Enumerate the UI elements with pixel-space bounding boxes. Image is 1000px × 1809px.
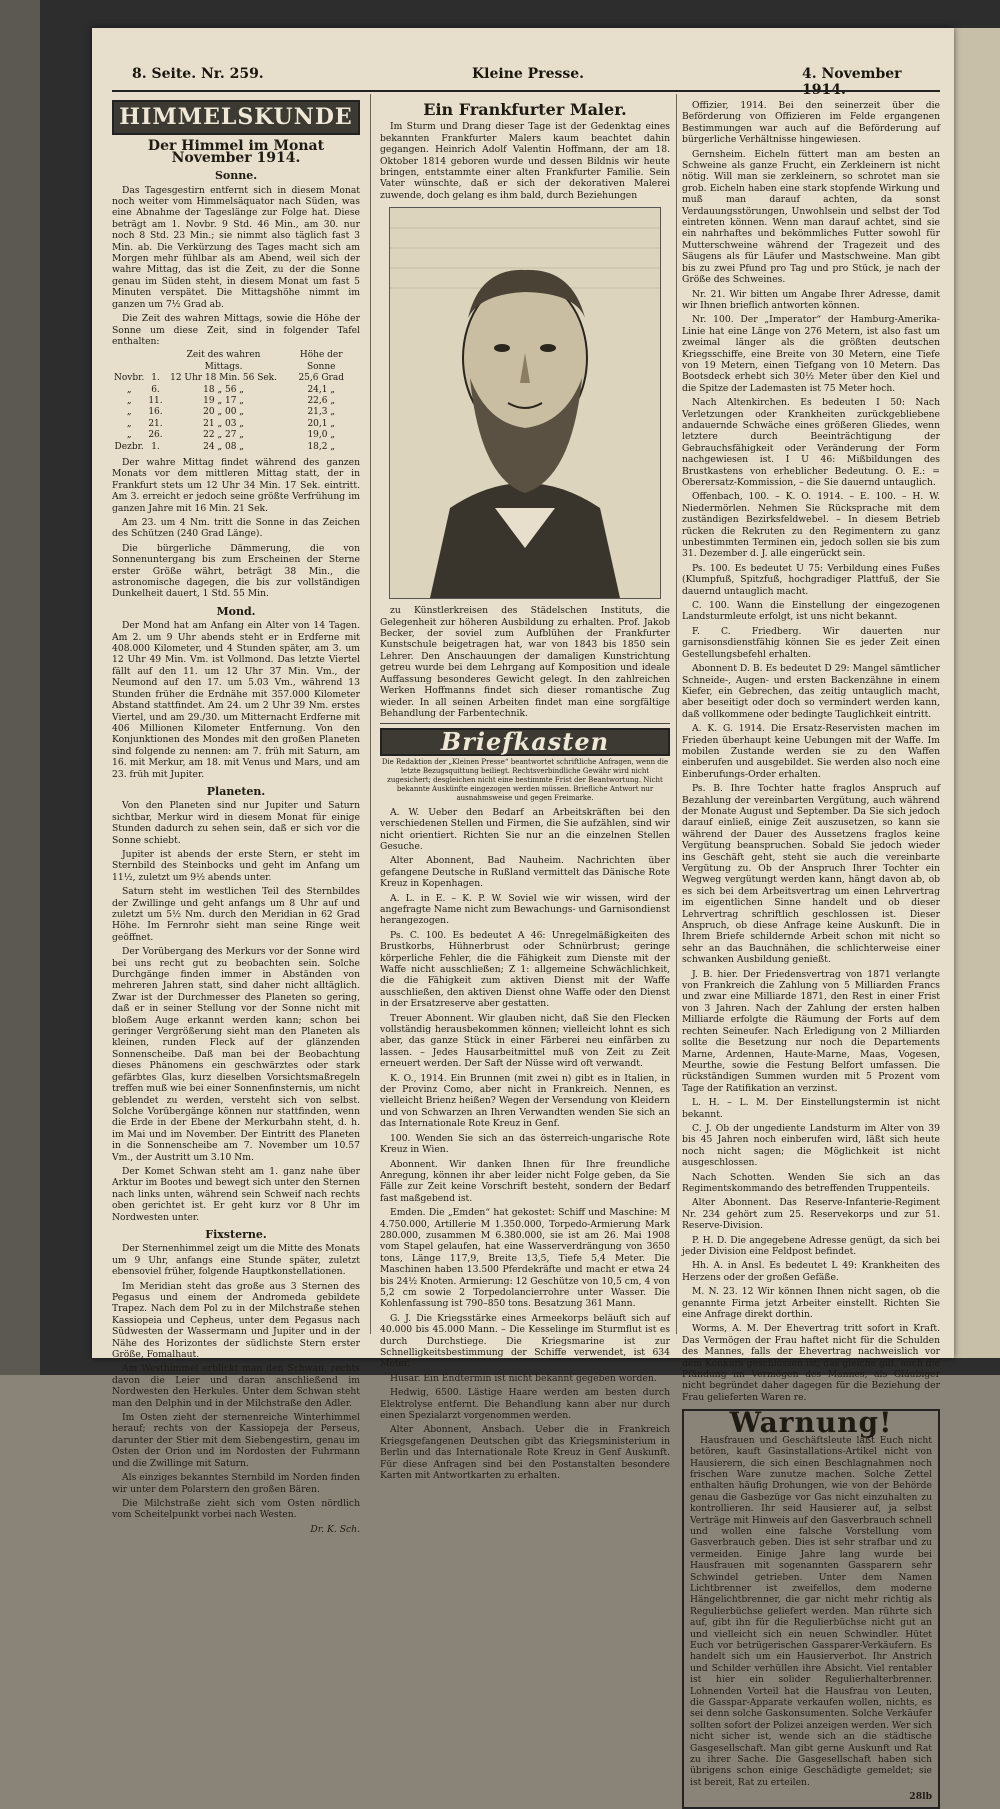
portrait-drawing xyxy=(390,208,660,598)
letter-answer: Abonnent D. B. Es bedeutet D 29: Mangel sämtlicher Schneide-, Augen- und ersten Backenzähne in einem Kiefer, ein Gebrechen, das zeitig untauglich macht, aber beseitigt oder doch so vermindert werden kann, daß vollkommene oder bedingte Tauglichkeit eintritt. xyxy=(682,663,940,720)
table-row: „ 26. 22 „ 27 „ 19,0 „ xyxy=(126,430,335,441)
newspaper-page xyxy=(92,28,954,1803)
letter-answer: Abonnent. Wir danken Ihnen für Ihre freundliche Anregung, können ihr aber leider nicht Folge geben, da Sie Fälle zur Zeit keine Vorschrift besteht, sondern der Bedarf fast maßgebend ist. xyxy=(380,1158,670,1204)
page-number: 8. Seite. Nr. 259. xyxy=(132,66,264,82)
letter-answer: Nach Schotten. Wenden Sie sich an das Regimentskommando des betreffenden Truppenteils. xyxy=(682,1171,940,1194)
letter-answer: Ps. 100. Es bedeutet U 75: Verbildung eines Fußes (Klumpfuß, Spitzfuß, hochgradiger Plattfuß, der Sie dauernd untauglich macht. xyxy=(682,562,940,597)
letter-answer: K. O., 1914. Ein Brunnen (mit zwei n) gibt es in Italien, in der Provinz Como, aber nicht in Frankreich. Nennen, es vielleicht Brienz heißen? Wegen der Versendung von Kleidern und von Schwarzen an Ihren Verwandten wenden Sie sich an das Internationale Rote Kreuz in Genf. xyxy=(380,1072,670,1130)
letter-answer: Ps. B. Ihre Tochter hatte fraglos Anspruch auf Bezahlung der vereinbarten Vergütung, auch während der Monate August und September. Da Sie sich jedoch darauf einließ, einige Zeit auszusetzen, so kann sie während der Dauer des Aussetzens fraglos keine Vergütung beanspruchen. Sobald Sie jedoch wieder ins Geschäft geht, steht sie auch die vereinbarte Vergütung zu. Ob der Anspruch Ihrer Tochter ein Wegweg vergütungt werden kann, hängt davon ab, ob es sich bei dem Arbeitsvertrag um einen Lehrvertrag im eigentlichen Sinne handelt und ob dieser Lehrvertrag schriftlich geschlossen ist. Dieser Anspruch, ob diese Anfrage keine Auskunft. Die in Ihrem Briefe schildernde Arbeit schon mit nicht so sehr an das Bauchnähen, die schlichterweise einer schwanken Ausbildung genießt. xyxy=(682,783,940,966)
letter-answer: Offenbach, 100. – K. O. 1914. – E. 100. – H. W. Niedermörlen. Nehmen Sie Rücksprache mit dem zuständigen Bezirksfeldwebel. – In diesem Betrieb rücken die Rekruten zu den Regimentern zu ganz unbestimmten Terminen ein, jedoch sollen sie bis zum 31. Dezember d. J. alle eingerückt sein. xyxy=(682,491,940,560)
section-planets: Planeten. xyxy=(206,784,266,798)
letter-answer: M. N. 23. 12 Wir können Ihnen nicht sagen, ob die genannte Firma jetzt Arbeiter einstellt. Richten Sie eine Anfrage direkt dorthin. xyxy=(682,1286,940,1321)
moon-paragraph: Der Mond hat am Anfang ein Alter von 14 Tagen. Am 2. um 9 Uhr abends steht er in Erdferne mit 408.000 Kilometer, und 4 Stunden später, am 3. um 12 Uhr 49 Min. Vm. ist Vollmond. Das letzte Viertel fällt auf den 11. um 12 Uhr 37 Min. Vm., der Neumond auf den 17. um 5.03 Vm., während 13 Stunden früher die Erdnähe mit 357.000 Kilometer Abstand stattfindet. Am 24. um 2 Uhr 39 Nm. erstes Viertel, und am 29./30. um Mitternacht Erdferne mit 406 Millionen Kilometer Entfernung. Von den Konjunktionen des Mondes mit den großen Planeten sind folgende zu nennen: am 7. früh mit Saturn, am 16. mit Merkur, am 18. mit Venus und Mars, und am 23. früh mit Jupiter. xyxy=(112,620,360,780)
warning-text: Hausfrauen und Geschäftsleute laßt Euch nicht betören, kauft Gasinstallations-Artikel nicht von Hausierern, die sich einen Beschlagnahmen noch frischen Ware zunutze machen. Solche Zettel enthalten häufig Drohungen, wie von der Behörde genau die Gasbezüge vor Gas nicht einzuhalten zu kontrollieren. Ihr seid Hausierer auf, ja selbst Verträge mit Hinweis auf den Gasverbrauch schnell und wollen eine falsche Vorstellung vom Gasverbrauch geben. Dies ist sehr strafbar und zu vermeiden. Einige Jahre lang wurde bei Hausfrauen mit sogenannten Gassparern sehr Schwindel getrieben. Unter dem Namen Lichtbrenner ist zweifellos, dem moderne Hängelichtbrenner, die gar nicht mehr richtig als Regulierbüchse geliefert werden. Man rührte sich auf, gibt ihn für die Regulierbüchse nicht gut an und vielleicht sich ein neuen Schwindler. Hütet Euch vor betrügerischen Gassparer-Verkäufern. Es handelt sich um ein Hausierverbot. Ihr Anstrich und Schilder verhüllen ihre Absicht. Viel rentabler ist hier ein solider Regulierhalterbrenner. Lohnenden Vorteil hat die Hausfrau von Leuten, die Gasspar-Apparate verkaufen wollen, nichts, es sei denn solche Gaskonsumenten. Solche Verkäufer sollten sofort der Polizei anzeigen werden. Wer sich nicht sicher ist, wende sich an die städtische Gasgesellschaft. Man gibt gerne Auskunft und Rat zu ihrer Sache. Die Gasgesellschaft haben sich übrigens schon einige Geschädigte gemeldet; sie ist bereit, Rat zu erteilen. xyxy=(690,1434,932,1788)
letter-answer: P. H. D. Die angegebene Adresse genügt, da sich bei jeder Division eine Feldpost befindet. xyxy=(682,1234,940,1257)
letter-answer: Nr. 100. Der „Imperator“ der Hamburg-Amerika-Linie hat eine Länge von 276 Metern, ist also fast um zweimal länger als die größten deutschen Kriegsschiffe, eine Breite von 30 Metern, eine Tiefe von 19 Metern, einen Tiefgang von 10 Metern. Das Bootsdeck erhebt sich 30½ Meter über den Kiel und die Spitze der Lademasten ist 75 Meter hoch. xyxy=(682,314,940,394)
letter-answer: Treuer Abonnent. Wir glauben nicht, daß Sie den Flecken vollständig herausbekommen können; vielleicht lohnt es sich aber, das ganze Stück in einer Färberei neu einfärben zu lassen. – Jedes Hausarbeitmittel muß von Zeit zu Zeit erneuert werden. Der Saft der Nüsse wird oft verwandt. xyxy=(380,1012,670,1070)
stars-paragraph: Im Osten zieht der sternenreiche Winterhimmel herauf; rechts von der Kassiopeja der Perseus, darunter der Stier mit dem Siebengestirn, genau im Osten der Orion und im Nordosten der Fuhrmann und die Zwillinge mit Saturn. xyxy=(112,1412,360,1469)
separator xyxy=(380,723,670,724)
letter-answer: Alter Abonnent, Bad Nauheim. Nachrichten über gefangene Deutsche in Rußland vermittelt das Dänische Rote Kreuz in Kopenhagen. xyxy=(380,855,670,890)
letter-answer: Nr. 21. Wir bitten um Angabe Ihrer Adresse, damit wir Ihnen brieflich antworten können. xyxy=(682,288,940,311)
ad-code: 28lb xyxy=(909,1791,932,1803)
letter-answer: Worms, A. M. Der Ehevertrag tritt sofort in Kraft. Das Vermögen der Frau haftet nicht für die Schulden des Mannes, falls der Ehevertrag nachweislich vor dem Konkurs geschlossen ist; das gleiche gilt, auch die Pfändung im Vermögen des Mannes, als Gläubiger nicht begründet daher dagegen für die Beziehung der Frau gelieferten Waren re. xyxy=(682,1323,940,1403)
letter-answer: Husar. Ein Endtermin ist nicht bekannt gegeben worden. xyxy=(390,1372,657,1384)
letter-answer: Gernsheim. Eicheln füttert man am besten an Schweine als ganze Frucht, ein Zerkleinern ist nicht nötig. Will man sie zerkleinern, so schrotet man sie grob. Eicheln haben eine stark stopfende Wirkung und muß man darauf achten, da sonst Verdauungsstörungen, Unwohlsein und selbst der Tod eintreten können. Wenn man darauf achtet, sind sie ein nahrhaftes und bekömmliches Futter sowohl für Mutterschweine während der Tragezeit und des Säugens als für Läufer und Mastschweine. Man gibt bis zu zwei Pfund pro Tag und pro Stück, je nach der Größe des Schweines. xyxy=(682,148,940,286)
painter-body: zu Künstlerkreisen des Städelschen Instituts, die Gelegenheit zur höheren Ausbildung zu erhalten. Prof. Jakob Becker, der soviel zum Aufblühen der Frankfurter Kunstschule beigetragen hat, war von 1843 bis 1850 sein Lehrer. Den Anschauungen der damaligen Kunstrichtung getreu wurde bei dem Lehrgang auf Komposition und ideale Auffassung besonderes Gewicht gelegt. In den zahlreichen Werken Hoffmanns findet sich dieser romantische Zug wieder. In all seinen Arbeiten findet man eine sorgfältige Behandlung der Farbentechnik. xyxy=(380,605,670,719)
column-rule-2 xyxy=(676,94,677,1334)
section-stars: Fixsterne. xyxy=(205,1227,267,1241)
header-rule xyxy=(112,90,940,92)
letter-answer: Nach Altenkirchen. Es bedeuten I 50: Nach Verletzungen oder Krankheiten zurückgebliebene andauernde Schwäche eines größeren Gliedes, wenn letztere durch Beeinträchtigung der Gebrauchsfähigkeit oder Veränderung der Form nachgewiesen ist. I U 46: Mißbildungen des Brustkastens von erheblicher Bedeutung. O. E.: = Oberersatz-Kommission, – die Sie dauernd untauglich. xyxy=(682,397,940,488)
page-stack-edge xyxy=(954,28,1000,1358)
letter-answer: Emden. Die „Emden“ hat gekostet: Schiff und Maschine: M 4.750.000, Artillerie M 1.350.000, Torpedo-Armierung Mark 280.000, zusammen M 6.380.000, sie ist am 26. Mai 1908 vom Stapel gelaufen, hat eine Wasserverdrängung von 3650 tons, Länge 117,9, Breite 13,5, Tiefe 5,4 Meter. Die Maschinen haben 13.500 Pferdekräfte und macht er etwa 24 bis 24½ Knoten. Armierung: 12 Geschütze von 10,5 cm, 4 von 5,2 cm sowie 2 Torpedolancierrohre unter Wasser. Die Kohlenfassung ist 790–850 tons. Besatzung 361 Mann. xyxy=(380,1207,670,1310)
paper-name: Kleine Presse. xyxy=(472,66,585,82)
stars-paragraph: Im Meridian steht das große aus 3 Sternen des Pegasus und einem der Andromeda gebildete Trapez. Nach dem Pol zu in der Milchstraße stehen Kassiopeia und Cepheus, unter dem Pegasus nach Südwesten der Wassermann und Jupiter und in der Nähe des Horizontes der südlichste Stern erster Größe, Fomalhaut. xyxy=(112,1280,360,1361)
table-row: „ 21. 21 „ 03 „ 20,1 „ xyxy=(126,418,335,429)
letter-answer: Ps. C. 100. Es bedeutet A 46: Unregelmäßigkeiten des Brustkorbs, Hühnerbrust oder Schnürbrust; geringe körperliche Fehler, die die Fähigkeit zum Dienste mit der Waffe nicht ausschließen; Z 1: allgemeine Schwächlichkeit, die die Fähigkeit zum aktiven Dienst mit der Waffe ausschließen, den aktiven Dienst ohne Waffe oder den Dienst in der Ersatzreserve aber gestatten. xyxy=(380,929,670,1010)
column-letters-warning xyxy=(682,100,940,1803)
column-rule-1 xyxy=(370,94,371,1334)
letter-answer: Hedwig, 6500. Lästige Haare werden am besten durch Elektrolyse entfernt. Die Behandlung kann aber nur durch einen Spezialarzt vorgenommen werden. xyxy=(380,1387,670,1422)
planets-paragraph: Saturn steht im westlichen Teil des Sternbildes der Zwillinge und geht anfangs um 8 Uhr auf und zuletzt um 5½ Nm. durch den Meridian in 62 Grad Höhe. Im Fernrohr sieht man seine Ringe weit geöffnet. xyxy=(112,886,360,943)
painter-intro: Im Sturm und Drang dieser Tage ist der Gedenktag eines bekannten Frankfurter Malers kaum beachtet dahin gegangen. Heinrich Adolf Valentin Hoffmann, der am 18. Oktober 1814 geboren wurde und dessen Bildnis wir heute bringen, entstammte einer alten Frankfurter Familie. Sein Vater wünschte, daß er sich der dekorativen Malerei zuwende, doch gelang es ihm bald, durch Beziehungen xyxy=(380,121,670,201)
column-painter-letters xyxy=(380,100,671,1482)
stars-paragraph: Der Sternenhimmel zeigt um die Mitte des Monats um 9 Uhr, anfangs eine Stunde später, zuletzt ebensoviel früher, folgende Hauptkonstellationen. xyxy=(112,1243,360,1278)
table-row: Novbr. 1. 12 Uhr 18 Min. 56 Sek. 25,6 Grad xyxy=(114,373,344,384)
section-sun: Sonne. xyxy=(214,169,258,183)
issue-date: 4. November 1914. xyxy=(802,66,902,98)
letter-answer: A. W. Ueber den Bedarf an Arbeitskräften bei den verschiedenen Stellen und Firmen, die Sie aufzählen, sind wir nicht orientiert. Richten Sie nur an die einzelnen Stellen Gesuche. xyxy=(380,806,671,852)
letter-answer: 100. Wenden Sie sich an das österreich-ungarische Rote Kreuz in Wien. xyxy=(380,1132,670,1156)
stars-paragraph: Als einziges bekanntes Sternbild im Norden finden wir unter dem Polarstern den großen Bären. xyxy=(112,1472,360,1495)
letter-answer: C. J. Ob der ungediente Landsturm im Alter von 39 bis 45 Jahren noch einberufen wird, läßt sich heute noch nicht sagen; die Möglichkeit ist nicht ausgeschlossen. xyxy=(682,1122,940,1169)
author-signature: Dr. K. Sch. xyxy=(310,1523,360,1535)
letter-answer: Alter Abonnent, Ansbach. Ueber die in Frankreich Kriegsgefangenen Deutschen gibt das Kriegsministerium in Berlin und das Internationale Rote Kreuz in Genf Auskunft. Für diese Anfragen sind bei den Postanstalten besondere Karten mit Antwortkarten zu erhalten. xyxy=(380,1424,670,1482)
scanner-edge-left xyxy=(0,0,40,1375)
portrait-engraving xyxy=(389,207,661,599)
table-header: Zeit des wahren Mittags. xyxy=(186,350,261,372)
stars-paragraph: Am Westhimmel erblickt man den Schwan, rechts davon die Leier und daran anschließend im Nordwesten den Herkules. Unter dem Schwan steht man den Delphin und in der Milchstraße den Adler. xyxy=(112,1363,360,1409)
briefkasten-note: Die Redaktion der „Kleinen Presse“ beantwortet schriftliche Anfragen, wenn die letzte Bezugsquittung beiliegt. Rechtsverbindliche Gewähr wird nicht zugesichert; desgleichen nicht eine bestimmte Frist der Beantwortung. Nicht bekannte Auskünfte eingezogen werden müssen. Briefliche Antwort nur ausnahmsweise und gegen Freimarke. xyxy=(381,757,669,802)
sun-paragraph: Die Zeit des wahren Mittags, sowie die Höhe der Sonne um diese Zeit, sind in folgender Tafel enthalten: xyxy=(112,313,360,347)
warning-advertisement xyxy=(682,1406,940,1808)
running-header xyxy=(112,66,940,98)
letter-answer: G. J. Die Kriegsstärke eines Armeekorps beläuft sich auf 40.000 bis 45.000 Mann. – Die Kesselinge im Sturmflut ist es durch Durchstiege. Die Kriegsmarine ist zur Schnelligkeitsbestimmung der Schiffe verwendet, ist 634 Meter. xyxy=(380,1312,670,1370)
letter-answer: A. K. G. 1914. Die Ersatz-Reservisten machen im Frieden überhaupt keine Uebungen mit der Waffe. Im mobilen Zustande werden sie zu den Waffen einberufen und ausgebildet. Sie werden also noch eine Einberufungs-Order erhalten. xyxy=(682,723,940,780)
letter-answer: Alter Abonnent. Das Reserve-Infanterie-Regiment Nr. 234 gehört zum 25. Reservekorps und zur 51. Reserve-Division. xyxy=(682,1197,940,1232)
planets-paragraph: Der Komet Schwan steht am 1. ganz nahe über Arktur im Bootes und bewegt sich unter den Sternen nach links unten, während sein Schweif nach rechts oben gerichtet ist. Er geht kurz vor 8 Uhr im Nordwesten unter. xyxy=(112,1165,360,1223)
table-row: „ 11. 19 „ 17 „ 22,6 „ xyxy=(126,395,335,406)
letter-answer: C. 100. Wann die Einstellung der eingezogenen Landsturmleute erfolgt, ist uns nicht bekannt. xyxy=(682,600,940,623)
warning-title: Warnung! xyxy=(729,1406,893,1440)
table-row: Dezbr. 1. 24 „ 08 „ 18,2 „ xyxy=(114,441,335,452)
planets-paragraph: Der Vorübergang des Merkurs vor der Sonne wird bei uns recht gut zu beobachten sein. Solche Durchgänge finden immer in Abständen von mehreren Jahren statt, sind daher nicht alltäglich. Zwar ist der Durchmesser des Planeten so gering, daß er in seiner Stellung vor der Sonne nicht mit bloßem Auge erkannt werden kann; schon bei geringer Vergrößerung sieht man den Planeten als kleinen, runden Fleck auf der glänzenden Sonnenscheibe. Daß man bei der Beobachtung dieses Phänomens ein geschwärztes oder stark gefärbtes Glas, kurz dieselben Vorsichtsmaßregeln treffen muß wie bei einer Sonnenfinsternis, um nicht geblendet zu werden, versteht sich von selbst. Solche Vorübergänge können nur stattfinden, wenn die Erde in der Ebene der Merkurbahn steht, d. h. im Mai und im November. Der Eintritt des Planeten in die Sonnenscheibe am 7. November um 10.57 Vm., der Austritt um 3.10 Nm. xyxy=(112,946,360,1163)
column-astronomy xyxy=(112,100,360,1535)
letter-answer: L. H. – L. M. Der Einstellungstermin ist nicht bekannt. xyxy=(682,1097,940,1120)
sun-table xyxy=(112,350,360,453)
painter-title: Ein Frankfurter Maler. xyxy=(423,100,627,119)
letter-answer: J. B. hier. Der Friedensvertrag von 1871 verlangte von Frankreich die Zahlung von 5 Milliarden Francs und zwar eine Milliarde 1871, den Rest in einer Frist von 3 Jahren. Nach der Zahlung der ersten halben Milliarde erfolgte die Räumung der Forts auf dem rechten Seineufer. Nach Erledigung von 2 Milliarden sollte die Besetzung nur noch die Departements Marne, Ardennen, Haute-Marne, Maas, Vogesen, Meurthe, sowie die Festung Belfort umfassen. Die rückständigen Summen wurden mit 5 Prozent vom Tage der Ratifikation an verzinst. xyxy=(682,968,940,1094)
table-header: Höhe der Sonne xyxy=(299,350,343,372)
letter-answer: Hh. A. in Ansl. Es bedeutet L 49: Krankheiten des Herzens oder der großen Gefäße. xyxy=(682,1260,940,1283)
letter-answer: A. L. in E. – K. P. W. Soviel wie wir wissen, wird der angefragte Name nicht zum Bewachungs- und Garnisondienst herangezogen. xyxy=(380,892,670,927)
letter-answer: F. C. Friedberg. Wir dauerten nur garnisonsdienstfähig können Sie es jeder Zeit einen Gestellungsbefehl erhalten. xyxy=(682,625,940,660)
article-title: Der Himmel im Monat November 1914. xyxy=(147,138,325,166)
sun-paragraph: Die bürgerliche Dämmerung, die von Sonnenuntergang bis zum Erscheinen der Sterne erster Größe währt, beträgt 38 Min., die astronomische dagegen, die bis zur vollständigen Dunkelheit dauert, 1 Std. 55 Min. xyxy=(112,542,360,600)
planets-paragraph: Von den Planeten sind nur Jupiter und Saturn sichtbar, Merkur wird in diesem Monat für einige Stunden dadurch zu sehen sein, daß er sich vor die Sonne schiebt. xyxy=(112,800,360,846)
sun-paragraph: Das Tagesgestirn entfernt sich in diesem Monat noch weiter vom Himmelsäquator nach Süden, was eine Abnahme der Tageslänge zur Folge hat. Diese beträgt am 1. Novbr. 9 Std. 46 Min., am 30. nur noch 8 Std. 23 Min.; sie nimmt also täglich fast 3 Min. ab. Die Verkürzung des Tages macht sich am Morgen mehr fühlbar als am Abend, weil sich der wahre Mittag, das ist die Zeit, zu der die Sonne genau im Süden steht, in diesem Monat um fast 5 Minuten verspätet. Die Mittagshöhe nimmt im ganzen um 7½ Grad ab. xyxy=(112,184,360,310)
himmelskunde-logo: HIMMELSKUNDE xyxy=(112,100,360,135)
section-moon: Mond. xyxy=(216,604,256,618)
stars-paragraph: Die Milchstraße zieht sich vom Osten nördlich vom Scheitelpunkt vorbei nach Westen. xyxy=(112,1497,360,1521)
letter-answer: Offizier, 1914. Bei den seinerzeit über die Beförderung von Offizieren im Felde ergangenen Bestimmungen war auch auf die Beförderung auf bürgerliche Verhältnisse hingewiesen. xyxy=(682,100,940,146)
table-row: „ 6. 18 „ 56 „ 24,1 „ xyxy=(126,384,335,395)
table-row: „ 16. 20 „ 00 „ 21,3 „ xyxy=(126,407,335,418)
briefkasten-logo: Briefkasten xyxy=(380,728,670,755)
sun-paragraph: Am 23. um 4 Nm. tritt die Sonne in das Zeichen des Schützen (240 Grad Länge). xyxy=(112,517,360,540)
planets-paragraph: Jupiter ist abends der erste Stern, er steht im Sternbild des Steinbocks und geht im Anfang um 11½, zuletzt um 9½ abends unter. xyxy=(112,848,360,883)
sun-paragraph: Der wahre Mittag findet während des ganzen Monats vor dem mittleren Mittag statt, der in Frankfurt stets um 12 Uhr 34 Min. 17 Sek. eintritt. Am 3. erreicht er jedoch seine größte Verfrühung im ganzen Jahre mit 16 Min. 21 Sek. xyxy=(112,456,360,514)
